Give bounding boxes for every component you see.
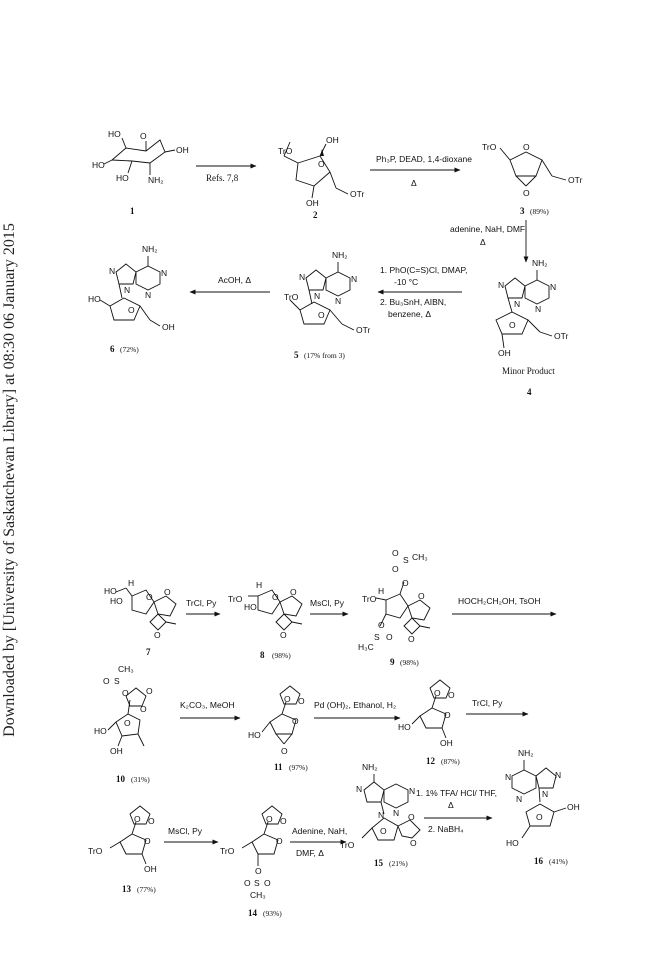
c9-number: 9 <box>390 657 395 667</box>
compound-5 <box>284 250 370 360</box>
compound-10 <box>94 664 153 784</box>
c14-tro: TrO <box>220 846 235 856</box>
reaction-arrow-11 <box>466 698 528 714</box>
c13-number: 13 <box>122 884 131 894</box>
c14-number: 14 <box>248 908 257 918</box>
c12-yield: (87%) <box>441 757 460 766</box>
c15-nh2: NH₂ <box>362 762 378 772</box>
c16-n9: N <box>542 789 549 799</box>
r4-line4: benzene, Δ <box>388 309 432 319</box>
c9-o-b: O <box>392 564 399 574</box>
c4-nh2: NH₂ <box>532 258 548 268</box>
r12-text: MsCl, Py <box>168 826 202 836</box>
reaction-arrow-7 <box>310 598 348 614</box>
reaction-arrow-1 <box>196 166 256 183</box>
c14-s: S <box>254 878 260 888</box>
c11-o4: O <box>281 746 288 756</box>
c5-number: 5 <box>294 350 299 360</box>
c3-yield: (89%) <box>530 207 549 216</box>
c15-o1: O <box>380 826 387 836</box>
c13-o2: O <box>148 816 155 826</box>
c5-nh2: NH₂ <box>332 250 348 260</box>
c15-yield: (21%) <box>389 859 408 868</box>
c4-caption: Minor Product <box>502 366 555 376</box>
c1-ho-top: HO <box>108 129 121 139</box>
c8-h: H <box>256 580 263 590</box>
compound-4 <box>496 258 568 397</box>
reaction-arrow-5 <box>190 275 270 292</box>
r1-text: Refs. 7,8 <box>206 173 239 183</box>
c7-o1: O <box>146 592 153 602</box>
c7-o2: O <box>164 587 171 597</box>
c6-number: 6 <box>110 344 115 354</box>
r10-text: Pd (OH)₂, Ethanol, H₂ <box>314 700 397 710</box>
r3-line2: Δ <box>480 237 486 247</box>
c8-o3: O <box>280 630 287 640</box>
c6-n9: N <box>124 285 131 295</box>
c5-o: O <box>318 310 325 320</box>
c15-o3: O <box>410 838 417 848</box>
c1-oh: OH <box>176 145 189 155</box>
c4-oh: OH <box>498 348 511 358</box>
r3-line1: adenine, NaH, DMF <box>450 224 526 234</box>
c16-n1: N <box>505 772 512 782</box>
c16-number: 16 <box>534 856 543 866</box>
c13-o1: O <box>134 814 141 824</box>
compound-13 <box>88 806 157 894</box>
c2-oh-bottom: OH <box>306 198 319 208</box>
c1-number: 1 <box>130 206 135 216</box>
c14-o3: O <box>276 836 283 846</box>
r14-line3: 2. NaBH₄ <box>428 824 464 834</box>
c15-o2: O <box>408 812 415 822</box>
download-notice-text: Downloaded by [University of Saskatchewan Library] at 08:30 06 January 2015 <box>1 223 18 737</box>
c4-number: 4 <box>527 387 532 397</box>
c12-o3: O <box>444 710 451 720</box>
c5-n3: N <box>335 296 342 306</box>
c2-o: O <box>318 159 325 169</box>
r9-text: K₂CO₃, MeOH <box>180 700 235 710</box>
c9-s-low: S <box>374 632 380 642</box>
c8-yield: (98%) <box>272 651 291 660</box>
r14-line2: Δ <box>448 800 454 810</box>
c3-otr: OTr <box>568 175 583 185</box>
c9-o-a: O <box>392 548 399 558</box>
c9-o1: O <box>418 591 425 601</box>
reaction-arrow-4 <box>378 265 467 319</box>
c11-yield: (97%) <box>289 763 308 772</box>
r11-text: TrCl, Py <box>472 698 503 708</box>
c16-n7: N <box>555 770 562 780</box>
c12-o1: O <box>434 688 441 698</box>
c11-ho: HO <box>248 730 261 740</box>
c13-o3: O <box>144 836 151 846</box>
c14-o2: O <box>280 816 287 826</box>
compound-1 <box>92 129 189 216</box>
c10-o1: O <box>146 686 153 696</box>
c6-n3: N <box>145 290 152 300</box>
reaction-arrow-3 <box>450 220 526 262</box>
c15-number: 15 <box>374 858 383 868</box>
c1-nh2: NH₂ <box>148 175 164 185</box>
c15-n1: N <box>409 786 416 796</box>
c3-tro: TrO <box>482 142 497 152</box>
reaction-arrow-9 <box>180 700 240 718</box>
c8-tro: TrO <box>228 594 243 604</box>
c8-o1: O <box>272 592 279 602</box>
c9-o-e: O <box>386 632 393 642</box>
r7-text: MsCl, Py <box>310 598 344 608</box>
c14-o1: O <box>266 814 273 824</box>
c13-tro: TrO <box>88 846 103 856</box>
r8-text: HOCH₂CH₂OH, TsOH <box>458 596 541 606</box>
c10-o2: O <box>140 704 147 714</box>
c16-o: O <box>536 812 543 822</box>
c14-yield: (93%) <box>263 909 282 918</box>
c3-o-epox: O <box>523 188 530 198</box>
c16-n3: N <box>516 794 523 804</box>
c16-yield: (41%) <box>549 857 568 866</box>
compound-3 <box>482 142 582 216</box>
c15-n7: N <box>356 784 363 794</box>
compound-6 <box>88 244 175 354</box>
c7-number: 7 <box>146 647 151 657</box>
c12-number: 12 <box>426 756 435 766</box>
c10-o-a: O <box>103 676 110 686</box>
c6-oh: OH <box>162 322 175 332</box>
c5-tro: TrO <box>284 292 299 302</box>
c11-o2: O <box>298 696 305 706</box>
c1-ho-left: HO <box>92 160 105 170</box>
compound-11 <box>248 686 308 772</box>
c2-tro: TrO <box>278 146 293 156</box>
c9-ch3-top: CH₃ <box>412 552 428 562</box>
c8-ho: HO <box>244 602 257 612</box>
c11-o1: O <box>284 694 291 704</box>
c2-oh-top: OH <box>326 135 339 145</box>
reaction-arrow-8 <box>452 596 556 614</box>
c6-nh2: NH₂ <box>142 244 158 254</box>
reaction-arrow-10 <box>314 700 400 718</box>
r4-line1: 1. PhO(C=S)Cl, DMAP, <box>380 265 468 275</box>
c10-oh: OH <box>110 746 123 756</box>
reaction-arrow-14 <box>416 788 497 834</box>
c10-ch3: CH₃ <box>118 664 134 674</box>
c1-ho-mid: HO <box>116 173 129 183</box>
c2-otr: OTr <box>350 189 365 199</box>
c1-o: O <box>140 131 147 141</box>
c9-o2: O <box>408 634 415 644</box>
c14-ch3: CH₃ <box>250 890 266 900</box>
compound-16 <box>505 748 580 866</box>
r4-line2: -10 °C <box>394 277 419 287</box>
compound-7 <box>104 578 176 657</box>
c3-number: 3 <box>520 206 525 216</box>
c14-o4: O <box>255 866 262 876</box>
c10-ho: HO <box>94 726 107 736</box>
r5-text: AcOH, Δ <box>218 275 252 285</box>
r13-line2: DMF, Δ <box>296 848 324 858</box>
c11-number: 11 <box>274 762 283 772</box>
compound-9 <box>358 548 430 667</box>
c9-h: H <box>378 586 385 596</box>
reaction-arrow-2 <box>370 154 472 188</box>
c10-s: S <box>114 676 120 686</box>
c6-n7: N <box>109 266 116 276</box>
r4-line3: 2. Bu₃SnH, AIBN, <box>380 297 447 307</box>
c15-tro: TrO <box>340 840 355 850</box>
c5-otr: OTr <box>356 325 371 335</box>
c10-yield: (31%) <box>131 775 150 784</box>
c7-ho1: HO <box>104 586 117 596</box>
compound-8 <box>228 580 302 660</box>
c8-number: 8 <box>260 650 265 660</box>
r6-text: TrCl, Py <box>186 598 217 608</box>
c13-yield: (77%) <box>137 885 156 894</box>
c14-o-s1: O <box>244 878 251 888</box>
r2-line2: Δ <box>411 178 417 188</box>
reaction-arrow-12 <box>164 826 218 842</box>
reaction-arrow-13 <box>290 826 347 858</box>
c16-nh2: NH₂ <box>518 748 534 758</box>
c6-ho: HO <box>88 294 101 304</box>
c12-oh: OH <box>440 738 453 748</box>
c9-yield: (98%) <box>400 658 419 667</box>
r14-line1: 1. 1% TFA/ HCl/ THF, <box>416 788 497 798</box>
c15-n9: N <box>378 810 385 820</box>
compound-14 <box>220 806 287 918</box>
c5-n7: N <box>299 272 306 282</box>
c6-o: O <box>128 305 135 315</box>
c4-n3: N <box>535 304 542 314</box>
c15-n3: N <box>393 808 400 818</box>
c12-ho: HO <box>398 722 411 732</box>
c13-oh: OH <box>144 864 157 874</box>
c4-o: O <box>509 320 516 330</box>
c2-number: 2 <box>313 210 318 220</box>
compound-12 <box>398 680 460 766</box>
c9-h3c: H₃C <box>358 642 374 652</box>
c6-n1: N <box>161 268 168 278</box>
c4-otr: OTr <box>554 331 569 341</box>
c4-n1: N <box>550 282 557 292</box>
c7-o3: O <box>154 630 161 640</box>
c7-ho2: HO <box>110 596 123 606</box>
c11-o3: O <box>292 716 299 726</box>
compound-15 <box>340 762 420 868</box>
c5-yield: (17% from 3) <box>304 351 345 360</box>
compound-2 <box>278 135 364 220</box>
c10-o3: O <box>124 718 131 728</box>
c10-o-b: O <box>122 688 129 698</box>
c16-ho: HO <box>506 838 519 848</box>
c3-o-ring: O <box>523 142 530 152</box>
r13-line1: Adenine, NaH, <box>292 826 348 836</box>
c7-h: H <box>128 578 135 588</box>
c6-yield: (72%) <box>120 345 139 354</box>
c14-o-s2: O <box>264 878 271 888</box>
c5-n9: N <box>314 291 321 301</box>
r2-line1: Ph₃P, DEAD, 1,4-dioxane <box>376 154 472 164</box>
c10-number: 10 <box>116 774 125 784</box>
reaction-arrow-6 <box>186 598 220 614</box>
c16-oh: OH <box>567 802 580 812</box>
c9-o-c: O <box>402 578 409 588</box>
c8-o2: O <box>290 587 297 597</box>
c12-o2: O <box>448 690 455 700</box>
c9-o-d: O <box>378 620 385 630</box>
c9-tro: TrO <box>362 594 377 604</box>
c9-s-top: S <box>403 555 409 565</box>
c4-n7: N <box>498 280 505 290</box>
c4-n9: N <box>514 299 521 309</box>
c5-n1: N <box>351 274 358 284</box>
